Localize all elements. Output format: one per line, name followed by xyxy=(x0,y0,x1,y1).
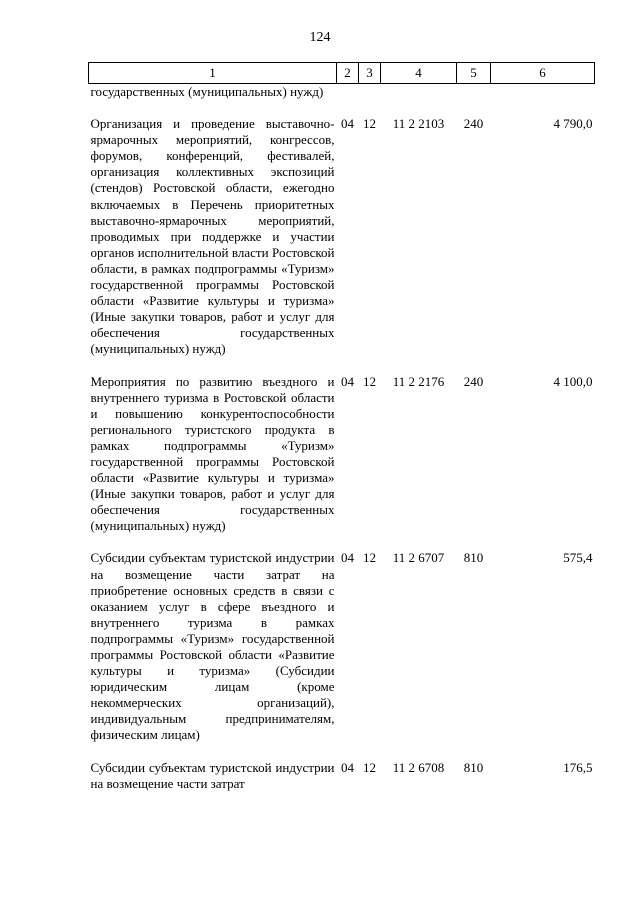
empty-cell xyxy=(381,84,457,101)
spacer-cell xyxy=(89,534,595,550)
row-name: Организация и проведение выставочно-ярмарочных мероприятий, конгрессов, форумов, конференций, фестивалей, организация коллективных экспозиций (стендов) Ростовской области, ежегодно включаемых в Перечень приоритетных выставочно-ярмарочных мероприятий, проводимых при поддержке и участии органов исполнительной власти Ростовской области, в рамках подпрограммы «Туризм» государственной программы Ростовской области «Развитие культуры и туризма» (Иные закупки товаров, работ и услуг для обеспечения государственных (муниципальных) нужд) xyxy=(90,116,335,357)
row-col-4: 11 2 2176 xyxy=(392,373,445,389)
row-col-5: 810 xyxy=(463,759,484,775)
row-col-2: 04 xyxy=(341,550,354,566)
page-number: 124 xyxy=(309,30,331,45)
table-row xyxy=(89,550,595,743)
row-spacer xyxy=(89,534,595,550)
row-spacer xyxy=(89,358,595,374)
row-spacer xyxy=(89,100,595,116)
row-continuation-name: государственных (муниципальных) нужд) xyxy=(90,84,324,99)
header-col-3: 3 xyxy=(359,63,381,84)
table-row-continuation xyxy=(89,84,595,101)
table-body xyxy=(89,84,595,792)
header-col-5: 5 xyxy=(457,63,491,84)
row-col-4: 11 2 2103 xyxy=(392,116,445,132)
row-col-3: 12 xyxy=(363,550,376,566)
row-col-2: 04 xyxy=(341,373,354,389)
row-col-3: 12 xyxy=(363,116,376,132)
budget-table xyxy=(88,62,595,792)
row-name: Мероприятия по развитию въездного и внутреннего туризма в Ростовской области и повышению конкурентоспособности регионального туристского продукта в рамках подпрограммы «Туризм» государственной программы Ростовской области «Развитие культуры и туризма» (Иные закупки товаров, работ и услуг для обеспечения государственных (муниципальных) нужд) xyxy=(90,373,335,534)
row-amount: 4 790,0 xyxy=(553,116,593,132)
header-col-4: 4 xyxy=(381,63,457,84)
table-row xyxy=(89,374,595,535)
empty-cell xyxy=(359,84,381,101)
row-col-2: 04 xyxy=(341,116,354,132)
row-spacer xyxy=(89,744,595,760)
spacer-cell xyxy=(89,744,595,760)
row-col-5: 240 xyxy=(463,373,484,389)
empty-cell xyxy=(491,84,595,101)
table-row xyxy=(89,116,595,357)
header-row xyxy=(89,63,595,84)
row-col-4: 11 2 6707 xyxy=(392,550,445,566)
header-col-1: 1 xyxy=(89,63,337,84)
row-col-2: 04 xyxy=(341,759,354,775)
empty-cell xyxy=(457,84,491,101)
spacer-cell xyxy=(89,358,595,374)
header-col-6: 6 xyxy=(491,63,595,84)
table-row xyxy=(89,760,595,792)
row-amount: 575,4 xyxy=(563,550,593,566)
empty-cell xyxy=(337,84,359,101)
row-amount: 176,5 xyxy=(563,759,593,775)
row-col-3: 12 xyxy=(363,759,376,775)
header-col-2: 2 xyxy=(337,63,359,84)
row-col-3: 12 xyxy=(363,373,376,389)
row-amount: 4 100,0 xyxy=(553,373,593,389)
row-name: Субсидии субъектам туристской индустрии на возмещение части затрат на приобретение основных средств в связи с оказанием услуг в сфере въездного и внутреннего туризма в рамках подпрограммы «Туризм» государственной программы Ростовской области «Развитие культуры и туризма» (Субсидии юридическим лицам (кроме некоммерческих организаций), индивидуальным предпринимателям, физическим лицам) xyxy=(90,550,335,743)
spacer-cell xyxy=(89,100,595,116)
row-col-5: 240 xyxy=(463,116,484,132)
row-col-4: 11 2 6708 xyxy=(392,759,445,775)
row-name: Субсидии субъектам туристской индустрии на возмещение части затрат xyxy=(90,759,335,791)
row-col-5: 810 xyxy=(463,550,484,566)
table-header xyxy=(89,63,595,84)
